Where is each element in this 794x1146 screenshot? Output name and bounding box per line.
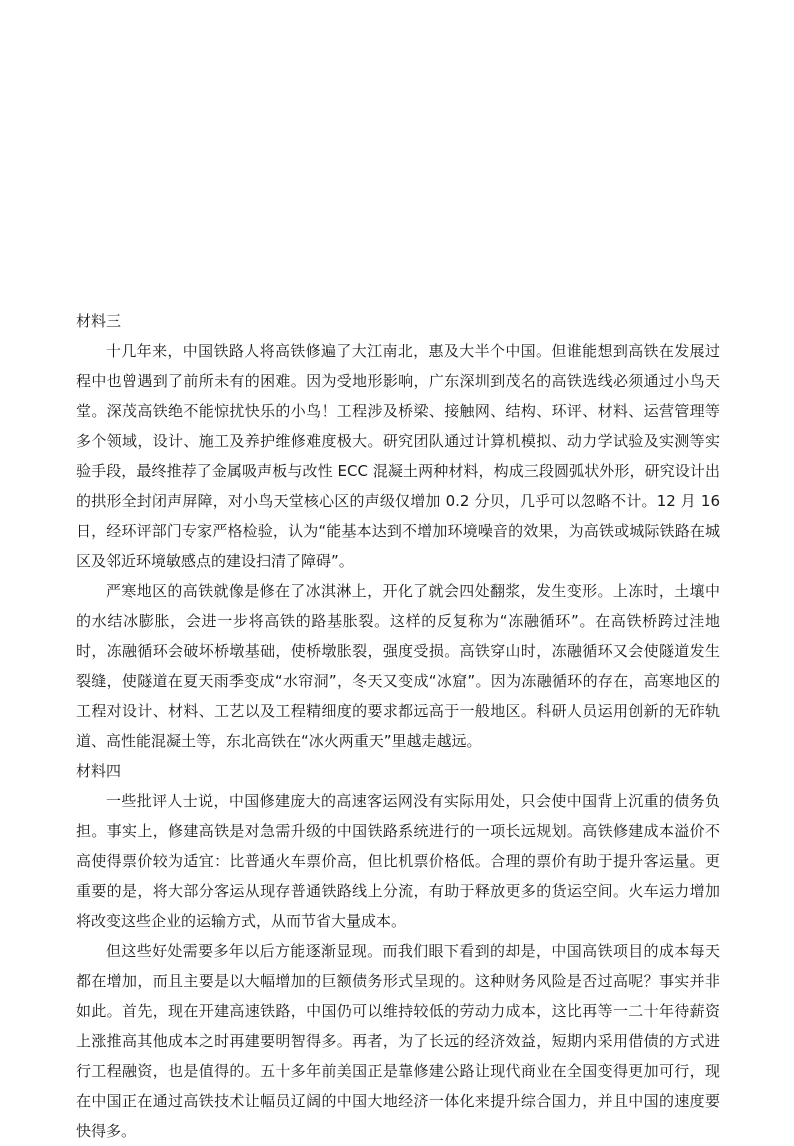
section-heading: 材料四 [76,762,122,780]
document-body [76,306,720,1146]
paragraph: 一些批评人士说，中国修建庞大的高速客运网没有实际用处，只会使中国背上沉重的债务负担。事实上，修建高铁是对急需升级的中国铁路系统进行的一项长远规划。高铁修建成本溢价不高使得票价较为适宜：比普通火车票价高，但比机票价格低。合理的票价有助于提升客运量。更重要的是，将大部分客运从现存普通铁路线上分流，有助于释放更多的货运空间。火车运力增加将改变这些企业的运输方式，从而节省大量成本。 [76,792,720,930]
paragraph: 十几年来，中国铁路人将高铁修遍了大江南北，惠及大半个中国。但谁能想到高铁在发展过程中也曾遇到了前所未有的困难。因为受地形影响，广东深圳到茂名的高铁选线必须通过小鸟天堂。深茂高铁绝不能惊扰快乐的小鸟！工程涉及桥梁、接触网、结构、环评、材料、运营管理等多个领域，设计、施工及养护维修难度极大。研究团队通过计算机模拟、动力学试验及实测等实验手段，最终推荐了金属吸声板与改性 ECC 混凝土两种材料，构成三段圆弧状外形，研究设计出的拱形全封闭声屏障，对小鸟天堂核心区的声级仅增加 0.2 分贝，几乎可以忽略不计。12 月 16 日，经环评部门专家严格检验，认为“能基本达到不增加环境噪音的效果，为高铁或城际铁路在城区及邻近环境敏感点的建设扫清了障碍”。 [76,342,720,570]
material-three-section [76,306,720,756]
section-heading: 材料三 [76,312,122,330]
paragraph: 但这些好处需要多年以后方能逐渐显现。而我们眼下看到的却是，中国高铁项目的成本每天都在增加，而且主要是以大幅增加的巨额债务形式呈现的。这种财务风险是否过高呢？事实并非如此。首先，现在开建高速铁路，中国仍可以维持较低的劳动力成本，这比再等一二十年待薪资上涨推高其他成本之时再建要明智得多。再者，为了长远的经济效益，短期内采用借债的方式进行工程融资，也是值得的。五十多年前美国正是靠修建公路让现代商业在全国变得更加可行，现在中国正在通过高铁技术让幅员辽阔的中国大地经济一体化来提升综合国力，并且中国的速度要快得多。 [76,942,720,1140]
paragraph: 严寒地区的高铁就像是修在了冰淇淋上，开化了就会四处翻浆，发生变形。上冻时，土壤中的水结冰膨胀，会进一步将高铁的路基胀裂。这样的反复称为“冻融循环”。在高铁桥跨过洼地时，冻融循环会破坏桥墩基础，使桥墩胀裂，强度受损。高铁穿山时，冻融循环又会使隧道发生裂缝，使隧道在夏天雨季变成“水帘洞”，冬天又变成“冰窟”。因为冻融循环的存在，高寒地区的工程对设计、材料、工艺以及工程精细度的要求都远高于一般地区。科研人员运用创新的无砟轨道、高性能混凝土等，东北高铁在“冰火两重天”里越走越远。 [76,582,720,750]
material-four-section [76,756,720,1146]
